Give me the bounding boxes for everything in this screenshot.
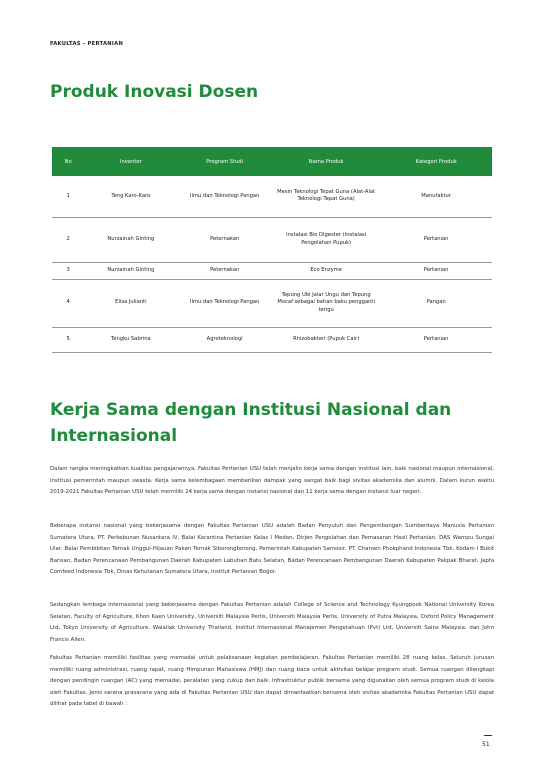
- table-row: [52, 327, 492, 352]
- table-row: [52, 217, 492, 262]
- table-cell: Peternakan: [177, 217, 272, 262]
- table-cell: Teng Karo-Karo: [84, 176, 177, 217]
- table-cell: Eco Enzyme: [272, 262, 380, 279]
- table-cell: Tepung Ubi Jalar Ungu dan Tepung Mocaf sebagai bahan baku pengganti terigu: [272, 279, 380, 327]
- table-cell: Elisa Julianti: [84, 279, 177, 327]
- table-cell: 3: [52, 262, 84, 279]
- table-cell: Pangan: [380, 279, 492, 327]
- table-row: [52, 176, 492, 217]
- table-cell: 4: [52, 279, 84, 327]
- table-cell: Agroteknologi: [177, 327, 272, 352]
- product-table: [52, 147, 492, 353]
- table-row: [52, 279, 492, 327]
- table-cell: Pertanian: [380, 327, 492, 352]
- table-cell: Nurzainah Ginting: [84, 262, 177, 279]
- paragraph-intro: Dalam rangka meningkatkan kualitas pengajarannya, Fakultas Pertanian USU telah menjalin kerja sama dengan institusi lain, baik nasional maupun internasional, institusi pemerintah maupun swasta. Kerja sama kelembagaan memberikan dampak yang sangat baik bagi sivitas akademika dan alumni. Dalam kurun waktu 2019-2021 Fakultas Pertanian USU telah memiliki 24 kerja sama dengan instansi nasional dan 11 kerja sama dengan instansi luar negeri.: [50, 466, 494, 496]
- table-cell: Nurzainah Ginting: [84, 217, 177, 262]
- paragraph-international-partners: Sedangkan lembaga internasional yang bekerjasama dengan Fakultas Pertanian adalah College of Science and Technology Kyungpook National University Korea Selatan, Faculty of Agriculture, Khon Kaen University, Universiti Malaysia Perlis, Universiti Malaysia Perlis, University of Putra Malaysia, Oxford Policy Management Ltd, Tokyo University of Agriculture, Walailak University Thailand, Institut Internasional Manajemen Pengetahuan (Pvt) Ltd, Universiti Sains Malaysia, dan John Francis Allen.: [50, 602, 494, 643]
- table-header-row: [52, 147, 492, 176]
- table-cell: Pertanian: [380, 262, 492, 279]
- table-cell: Tengku Sabrina: [84, 327, 177, 352]
- table-row: [52, 262, 492, 279]
- table-cell: Peternakan: [177, 262, 272, 279]
- paragraph-facilities: Fakultas Pertanian memiliki fasilitas yang memadai untuk pelaksanaan kegiatan pembelajaran. Fakultas Pertanian memiliki 28 ruang kelas. Seluruh jurusan memiliki ruang administrasi, ruang rapat, ruang Himpunan Mahasiswa (HMJ) dan ruang baca untuk aktivitas belajar program studi. Semua ruangan dilengkapi dengan pendingin ruangan (AC) yang memadai, peralatan yang cukup dan baik. Infrastruktur publik bersama yang digunakan oleh semua program studi di kelola oleh Fakultas. Jenis sarana prasarana yang ada di Fakultas Pertanian USU dan dapat dimanfaatkan bersama oleh sivitas akademika Fakultas Pertanian USU dapat dilihat pada tabel di bawah :: [50, 655, 494, 708]
- table-cell: Manufaktur: [380, 176, 492, 217]
- col-header-nama-produk: Nama Produk: [272, 147, 380, 176]
- table-cell: Instalasi Bio Digester (Instalasi Pengolahan Pupuk): [272, 217, 380, 262]
- table-cell: 2: [52, 217, 84, 262]
- table-cell: Mesin Teknologi Tepat Guna (Alat-Alat Teknologi Tepat Guna): [272, 176, 380, 217]
- section-title-produk: Produk Inovasi Dosen: [50, 82, 259, 102]
- col-header-program-studi: Program Studi: [177, 147, 272, 176]
- paragraph-national-partners: Beberapa instansi nasional yang bekerjasama dengan Fakultas Pertanian USU adalah Badan Penyuluh dan Pengembangan Sumberdaya Manusia Pertanian Sumatera Utara, PT. Perkebunan Nusantara IV, Balai Karantina Pertanian Kelas I Medan, Dirjen Pengolahan dan Pemasaran Hasil Pertanian, DAS Wampu Sungai Ular, Balai Pembibitan Ternak Unggul-Hijauan Pakan Ternak Siborongborong, Pemerintah Kabupaten Samosir, PT. Charoen Phokphand Indonesia Tbk, Kodam I Bukit Barisan, Badan Perencanaan Pembangunan Daerah Kabupaten Labuhan Batu Selatan, Badan Perencanaan Pembangunan Daerah Kabupaten Pakpak Bharat, Japfa Comfeed Indonesia Tbk, Dinas Kehutanan Sumatera Utara, Institut Pertanian Bogor.: [50, 523, 494, 576]
- page-number-rule: [484, 735, 492, 736]
- table-cell: Ilmu dan Teknologi Pangan: [177, 176, 272, 217]
- col-header-inventor: Inventor: [84, 147, 177, 176]
- table-cell: 5: [52, 327, 84, 352]
- col-header-kategori: Kategori Produk: [380, 147, 492, 176]
- table-cell: Ilmu dan Teknologi Pangan: [177, 279, 272, 327]
- col-header-no: No: [52, 147, 84, 176]
- table-cell: Rhizobakteri (Pupuk Cair): [272, 327, 380, 352]
- table-cell: 1: [52, 176, 84, 217]
- table-cell: Pertanian: [380, 217, 492, 262]
- page-number: 51: [482, 741, 490, 748]
- running-head: FAKULTAS - PERTANIAN: [50, 41, 124, 47]
- section-title-kerja-sama: Kerja Sama dengan Institusi Nasional dan Internasional: [50, 400, 452, 446]
